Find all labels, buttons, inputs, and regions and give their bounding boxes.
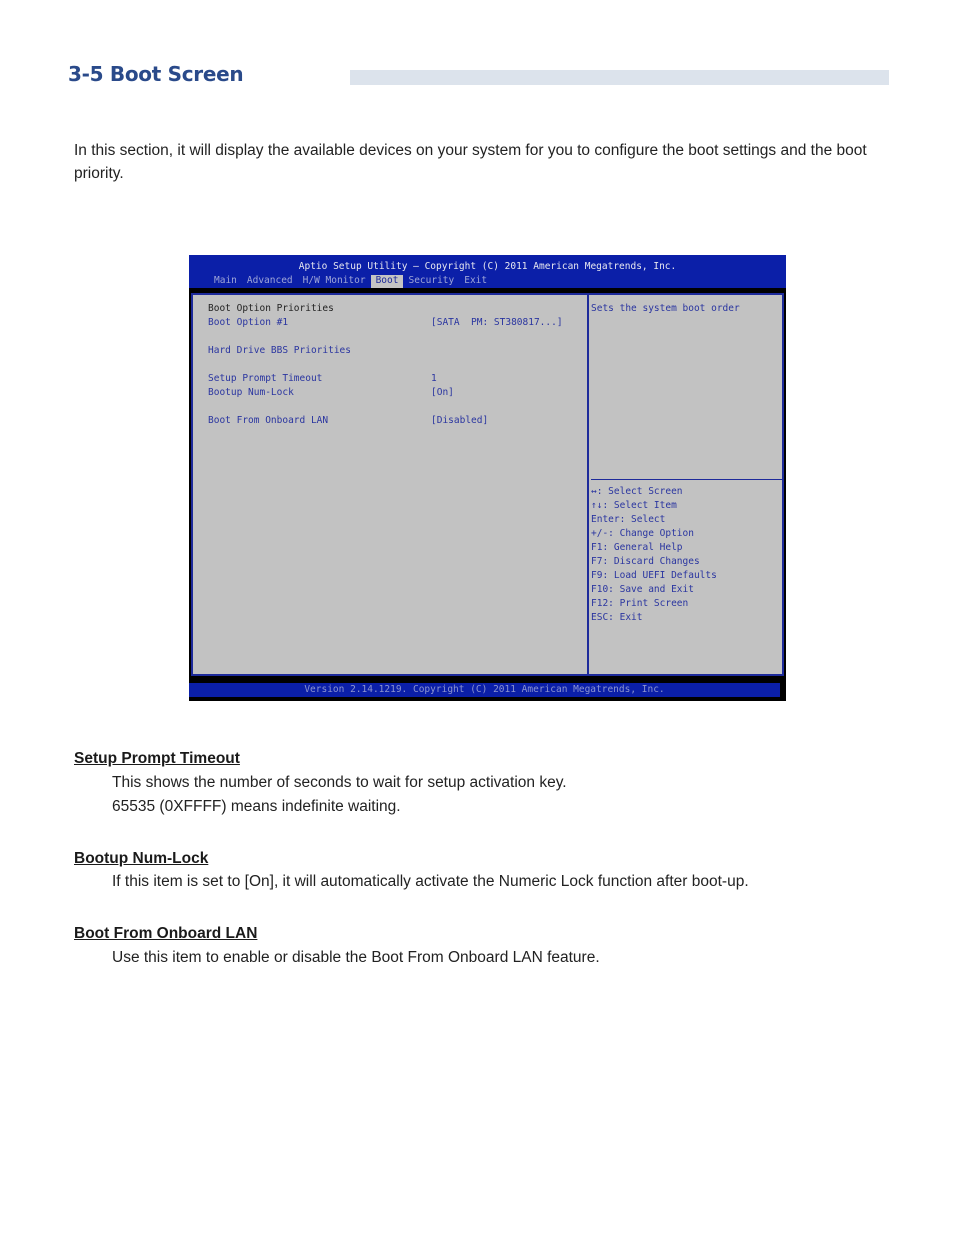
- key-load-defaults: F9: Load UEFI Defaults: [591, 570, 717, 581]
- setup-prompt-text-2: 65535 (0XFFFF) means indefinite waiting.: [112, 798, 401, 815]
- bios-body: [191, 293, 784, 676]
- setup-prompt-timeout-label: Setup Prompt Timeout: [208, 373, 323, 384]
- bios-header: [189, 255, 786, 288]
- boot-lan-label: Boot From Onboard LAN: [208, 415, 329, 426]
- bootup-numlock-label: Bootup Num-Lock: [208, 387, 294, 398]
- bootup-numlock-heading: Bootup Num-Lock: [74, 850, 209, 867]
- intro-paragraph: In this section, it will display the available devices on your system for you to configure the boot settings and the boot priority.: [74, 142, 867, 182]
- bios-help-text: Sets the system boot order: [591, 303, 740, 314]
- tab-main: Main: [214, 275, 237, 286]
- boot-lan-value: [Disabled]: [431, 415, 489, 426]
- title-bar: [350, 70, 889, 85]
- key-change-option: +/-: Change Option: [591, 528, 694, 539]
- setup-prompt-heading: Setup Prompt Timeout: [74, 750, 240, 767]
- tab-boot: Boot: [371, 275, 404, 288]
- tab-security: Security: [408, 275, 455, 286]
- boot-option-1-value: [SATA PM: ST380817...]: [431, 317, 563, 328]
- bootup-numlock-value: [On]: [431, 387, 454, 398]
- help-divider: [591, 479, 782, 480]
- tab-exit: Exit: [464, 275, 488, 286]
- tab-hw-monitor: H/W Monitor: [302, 275, 366, 286]
- hard-drive-bbs-label: Hard Drive BBS Priorities: [208, 345, 351, 356]
- section-title: 3-5 Boot Screen: [68, 62, 244, 86]
- setup-prompt-text-1: This shows the number of seconds to wait for setup activation key.: [112, 774, 567, 791]
- key-print-screen: F12: Print Screen: [591, 598, 689, 609]
- boot-option-priorities-label: Boot Option Priorities: [208, 303, 334, 314]
- setup-prompt-timeout-value: 1: [431, 373, 437, 384]
- bios-tabs: [209, 275, 492, 288]
- boot-lan-text: Use this item to enable or disable the Boot From Onboard LAN feature.: [112, 949, 600, 966]
- tab-advanced: Advanced: [246, 275, 293, 286]
- bios-title: Aptio Setup Utility – Copyright (C) 2011 American Megatrends, Inc.: [298, 261, 677, 272]
- key-discard-changes: F7: Discard Changes: [591, 556, 700, 567]
- key-save-exit: F10: Save and Exit: [591, 584, 694, 595]
- key-select-item: ↑↓: Select Item: [591, 500, 677, 511]
- boot-option-1-label: Boot Option #1: [208, 317, 289, 328]
- key-enter-select: Enter: Select: [591, 514, 666, 525]
- bios-screenshot: [189, 255, 786, 701]
- key-general-help: F1: General Help: [591, 542, 683, 553]
- bootup-numlock-text: If this item is set to [On], it will automatically activate the Numeric Lock function after boot-up.: [112, 873, 749, 890]
- bios-footer: Version 2.14.1219. Copyright (C) 2011 American Megatrends, Inc.: [189, 683, 780, 697]
- boot-lan-heading: Boot From Onboard LAN: [74, 925, 258, 942]
- key-esc-exit: ESC: Exit: [591, 612, 643, 623]
- key-select-screen: ↔: Select Screen: [591, 486, 683, 497]
- bios-column-divider: [587, 295, 589, 674]
